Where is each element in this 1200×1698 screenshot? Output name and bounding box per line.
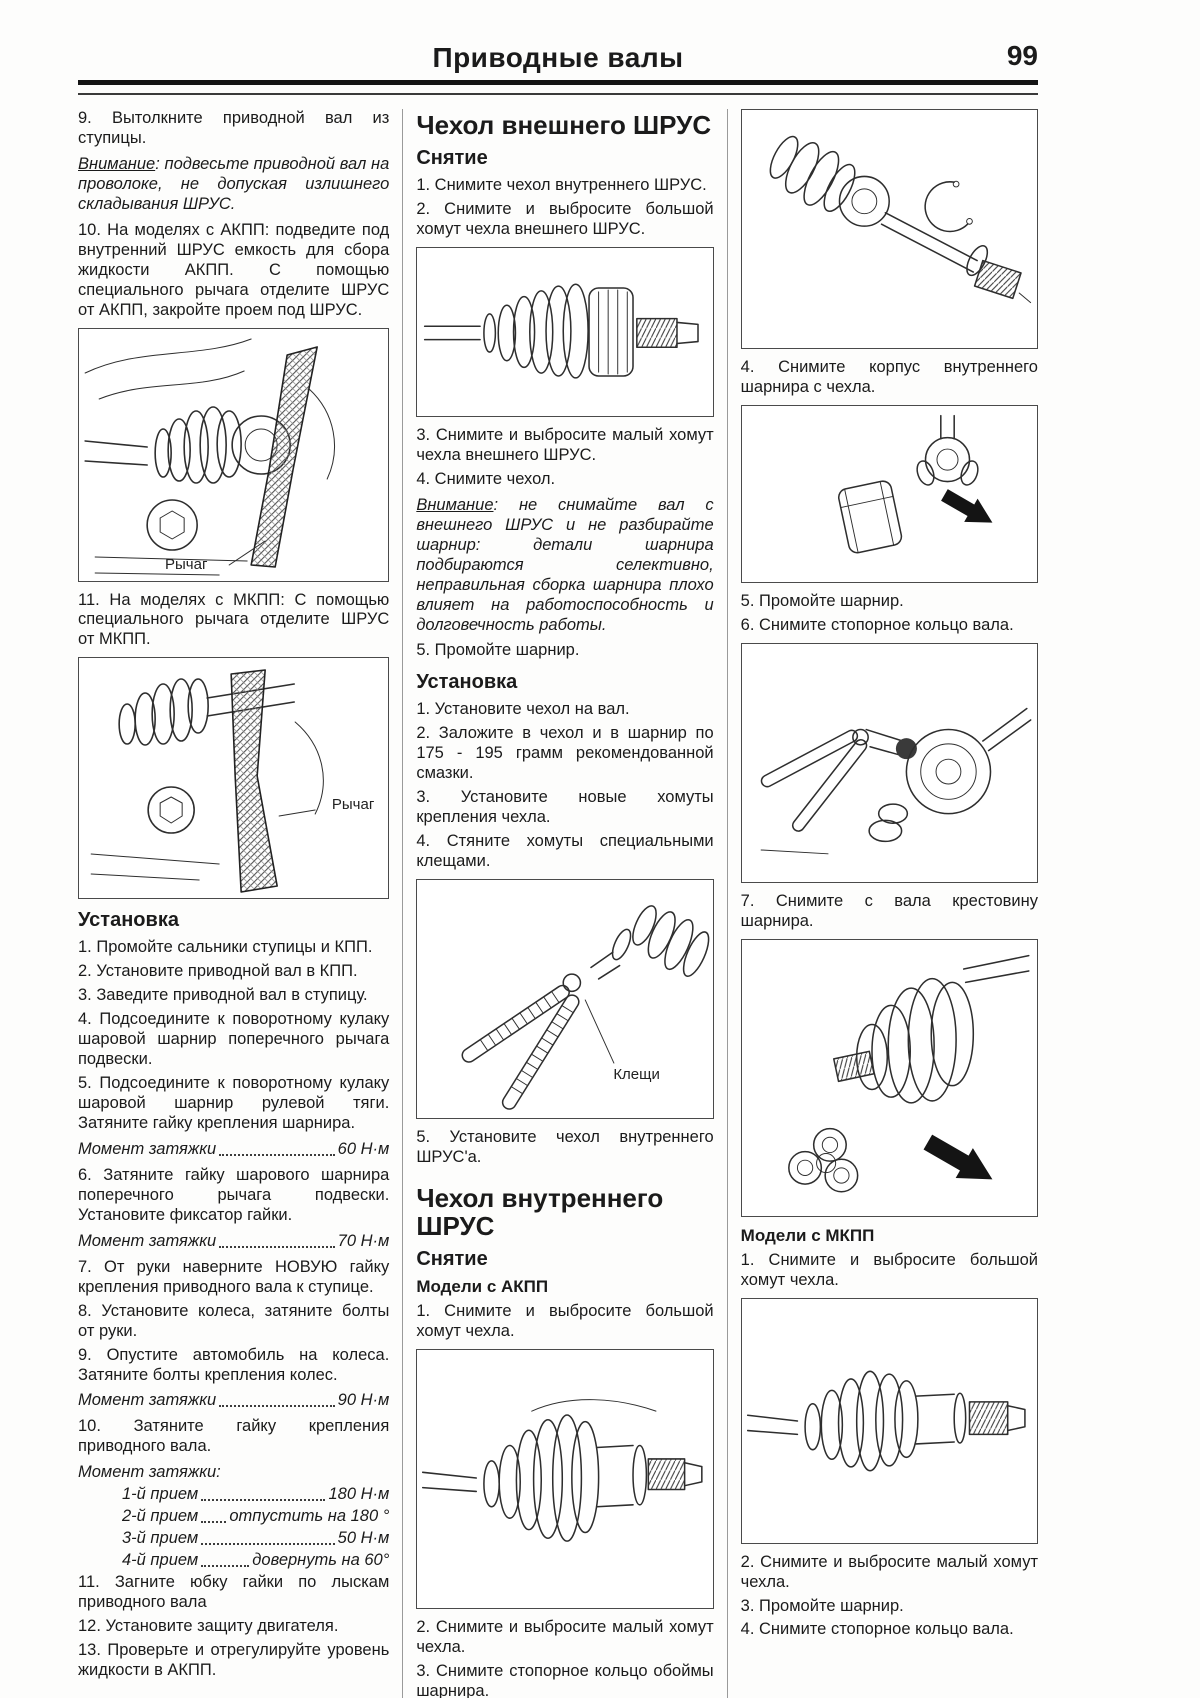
step-text: 3. Снимите стопорное кольцо обоймы шарнира.	[416, 1661, 714, 1698]
step-text: 11. На моделях с МКПП: С помощью специального рычага отделите ШРУС от МКПП.	[78, 590, 390, 649]
figure-label: Рычаг	[165, 555, 208, 573]
step-text: 4. Снимите корпус внутреннего шарнира с чехла.	[740, 358, 1038, 396]
step-text: 6. Снимите стопорное кольцо вала.	[740, 615, 1014, 634]
step-text: 3. Заведите приводной вал в ступицу.	[78, 986, 368, 1005]
warning-word: Внимание	[78, 154, 156, 173]
step-text: 4. Стяните хомуты специальными клещами.	[416, 832, 714, 871]
step-text: 1. Снимите чехол внутреннего ШРУС.	[416, 176, 707, 195]
step-text: 10. На моделях с АКПП: подведите под внутренний ШРУС емкость для сбора жидкости АКПП. С помощью специального рычага отделите ШРУС от АКПП, закройте проем под ШРУС.	[78, 220, 390, 319]
step-text: 13. Проверьте и отрегулируйте уровень жидкости в АКПП.	[78, 1640, 390, 1679]
step-text: 1. Снимите и выбросите большой хомут чехла.	[416, 1302, 714, 1341]
step-text: 10. Затяните гайку крепления приводного вала.	[78, 1417, 390, 1456]
column-right	[727, 109, 1038, 1698]
figure-lever-akpp	[78, 328, 389, 582]
removal-heading: Снятие	[416, 1248, 488, 1271]
dot-leader	[219, 1154, 334, 1156]
install-heading: Установка	[416, 671, 518, 694]
page-number: 99	[1006, 40, 1038, 71]
page-header	[78, 28, 1038, 80]
torque-substep: 3-й прием 50 Н·м	[122, 1529, 390, 1548]
step-text: 2. Снимите и выбросите малый хомут чехла.	[740, 1552, 1038, 1591]
torque-substep: 4-й прием довернуть на 60°	[122, 1551, 390, 1570]
torque-substep: 2-й прием отпустить на 180 °	[122, 1507, 390, 1526]
header-rule	[78, 80, 1038, 95]
section-heading-inner-cv-boot: Чехол внутреннего ШРУС	[416, 1182, 664, 1242]
step-text: 5. Промойте шарнир.	[740, 591, 904, 610]
step-text: 2. Снимите и выбросите большой хомут чехла внешнего ШРУС.	[416, 200, 714, 238]
step-text: 1. Снимите и выбросите большой хомут чехла.	[740, 1250, 1038, 1289]
figure-inner-boot-at	[416, 1349, 713, 1609]
step-text: 1. Промойте сальники ступицы и КПП.	[78, 938, 373, 957]
page-title: Приводные валы	[432, 42, 684, 73]
step-text: 5. Подсоедините к поворотному кулаку шаровой шарнир рулевой тяги. Затяните гайку крепления шарнира.	[78, 1074, 390, 1133]
dot-leader	[201, 1499, 325, 1501]
step-text: 7. От руки наверните НОВУЮ гайку крепления приводного вала к ступице.	[78, 1257, 390, 1296]
warning-text: : подвесьте приводной вал на проволоке, не допуская излишнего складывания ШРУС.	[78, 154, 390, 213]
warning-note	[416, 496, 713, 636]
dot-leader	[219, 1246, 334, 1248]
warning-note	[78, 155, 389, 215]
dot-leader	[201, 1543, 334, 1545]
step-text: 3. Установите новые хомуты крепления чехла.	[416, 788, 714, 827]
dot-leader	[219, 1405, 334, 1407]
step-text: 2. Заложите в чехол и в шарнир по 175 - 195 грамм рекомендованной смазки.	[416, 724, 714, 783]
figure-clamp-pliers	[416, 879, 713, 1119]
figure-snap-ring-pliers	[741, 643, 1038, 883]
figure-lever-mkpp	[78, 657, 389, 899]
warning-text: : не снимайте вал с внешнего ШРУС и не разбирайте шарнир: детали шарнира подбираются селективно, неправильная сборка шарнира плохо влияет на работоспособность и долговечность работы.	[416, 495, 714, 634]
step-text: 7. Снимите с вала крестовину шарнира.	[740, 891, 1038, 930]
step-text: 4. Подсоедините к поворотному кулаку шаровой шарнир поперечного рычага подвески.	[78, 1010, 390, 1069]
step-text: 2. Снимите и выбросите малый хомут чехла.	[416, 1618, 714, 1656]
figure-joint-housing-removal	[741, 405, 1038, 583]
step-text: 11. Загните юбку гайки по лыскам приводного вала	[78, 1573, 390, 1612]
torque-spec: Момент затяжки 70 Н·м	[78, 1231, 390, 1250]
step-text: 12. Установите защиту двигателя.	[78, 1616, 339, 1635]
column-left	[78, 109, 389, 1698]
figure-inner-boot-mt	[741, 1298, 1038, 1544]
torque-spec: Момент затяжки 90 Н·м	[78, 1391, 390, 1410]
section-heading-outer-cv-boot: Чехол внешнего ШРУС	[416, 110, 712, 140]
step-text: 8. Установите колеса, затяните болты от руки.	[78, 1301, 390, 1340]
figure-tripod-removal	[741, 939, 1038, 1217]
step-text: 1. Установите чехол на вал.	[416, 700, 630, 719]
warning-word: Внимание	[416, 495, 494, 514]
step-text: 6. Затяните гайку шарового шарнира поперечного рычага подвески. Установите фиксатор гайки.	[78, 1165, 390, 1224]
torque-substep: 1-й прием 180 Н·м	[122, 1485, 390, 1504]
dot-leader	[201, 1521, 226, 1523]
figure-label: Клещи	[613, 1066, 660, 1084]
step-text: 9. Вытолкните приводной вал из ступицы.	[78, 109, 390, 147]
model-at-heading: Модели с АКПП	[416, 1277, 549, 1297]
step-text: 9. Опустите автомобиль на колеса. Затяните болты крепления колес.	[78, 1345, 390, 1384]
figure-label: Рычаг	[331, 796, 375, 814]
step-text: 5. Установите чехол внутреннего ШРУС'а.	[416, 1128, 714, 1166]
torque-spec: Момент затяжки 60 Н·м	[78, 1139, 390, 1158]
torque-spec-heading: Момент затяжки:	[78, 1463, 221, 1482]
dot-leader	[201, 1565, 249, 1567]
step-text: 4. Снимите стопорное кольцо вала.	[740, 1620, 1014, 1639]
model-mt-heading: Модели с МКПП	[740, 1225, 875, 1245]
step-text: 3. Промойте шарнир.	[740, 1596, 904, 1615]
content-columns	[78, 109, 1038, 1698]
step-text: 3. Снимите и выбросите малый хомут чехла внешнего ШРУС.	[416, 425, 714, 464]
figure-outer-cv-joint	[416, 247, 713, 417]
figure-driveshaft-circlip	[741, 109, 1038, 349]
removal-heading: Снятие	[416, 147, 488, 170]
column-middle	[402, 109, 713, 1698]
step-text: 2. Установите приводной вал в КПП.	[78, 962, 358, 981]
step-text: 5. Промойте шарнир.	[416, 641, 580, 660]
step-text: 4. Снимите чехол.	[416, 469, 556, 488]
install-heading: Установка	[78, 909, 179, 932]
